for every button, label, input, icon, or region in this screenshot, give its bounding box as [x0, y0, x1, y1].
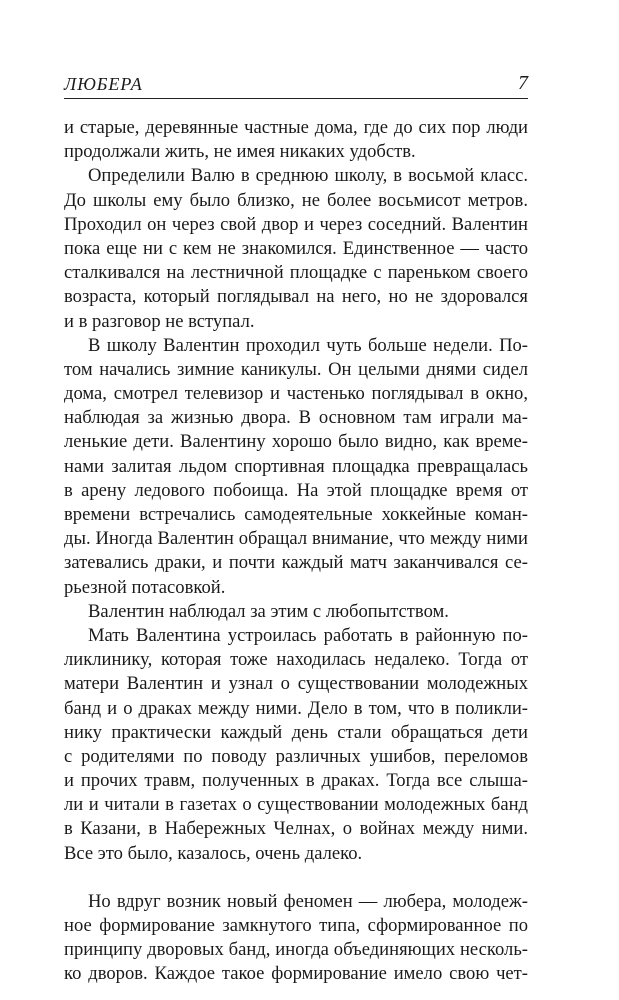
body-text [64, 116, 528, 987]
text-line: банд и о драках между ними. Дело в том, что в поликли- [64, 697, 528, 719]
text-line: Мать Валентина устроилась работать в районную по- [88, 624, 528, 646]
text-line: Все это было, казалось, очень далеко. [64, 842, 363, 864]
text-line: ленькие дети. Валентину хорошо было видно, как време- [64, 431, 528, 453]
text-line: и старые, деревянные частные дома, где до сих пор люди [64, 117, 528, 138]
text-line: принципу дворовых банд, иногда объединяющих несколь- [64, 939, 528, 961]
running-title: ЛЮБЕРА [64, 74, 143, 94]
text-line: Определили Валю в среднюю школу, в восьмой класс. [88, 165, 528, 187]
section-break [64, 866, 528, 890]
text-line: пока еще ни с кем не знакомился. Единственное — часто [64, 237, 528, 259]
text-line: ды. Иногда Валентин обращал внимание, что между ними [64, 528, 528, 550]
paragraph [64, 116, 528, 164]
text-line: и прочих травм, полученных в драках. Тогда все слыша- [64, 770, 528, 792]
paragraph [64, 600, 528, 624]
text-line: В школу Валентин проходил чуть больше недели. По- [88, 334, 528, 356]
text-line: том начались зимние каникулы. Он целыми днями сидел [64, 358, 528, 380]
text-line: ли и читали в газетах о существовании молодежных банд [64, 794, 528, 816]
paragraph [64, 164, 528, 333]
text-line: сталкивался на лестничной площадке с пареньком своего [64, 262, 528, 284]
text-line: ликлинику, которая тоже находилась недалеко. Тогда от [64, 649, 528, 671]
text-line: с родителями по поводу различных ушибов, переломов [64, 745, 528, 767]
page-number: 7 [518, 72, 528, 94]
text-line: и в разговор не вступал. [64, 310, 255, 332]
text-line: в арену ледового побоища. На этой площадке время от [64, 479, 528, 501]
paragraph [64, 334, 528, 600]
text-line: ко дворов. Каждое такое формирование имело свою чет- [64, 963, 528, 985]
text-line: возраста, который поглядывал на него, но не здоровался [64, 286, 528, 308]
text-line: в Казани, в Набережных Челнах, о войнах между ними. [64, 818, 528, 840]
text-line: времени встречались самодеятельные хоккейные коман- [64, 504, 528, 525]
text-line: нами залитая льдом спортивная площадка превращалась [64, 455, 528, 477]
text-line: матери Валентин и узнал о существовании молодежных [64, 673, 528, 695]
text-line: нику практически каждый день стали обращаться дети [64, 721, 528, 743]
text-line: рьезной потасовкой. [64, 576, 226, 598]
text-line: наблюдая за жизнью двора. В основном там играли ма- [64, 407, 528, 429]
paragraph [64, 624, 528, 866]
text-line: Но вдруг возник новый феномен — любера, молодеж- [88, 890, 528, 912]
text-line: До школы ему было близко, не более восьмисот метров. [64, 189, 528, 211]
text-line: затевались драки, и почти каждый матч заканчивался се- [64, 552, 528, 574]
text-line: дома, смотрел телевизор и частенько поглядывал в окно, [64, 383, 528, 405]
text-line: Проходил он через свой двор и через соседний. Валентин [64, 213, 528, 235]
text-line: ное формирование замкнутого типа, сформированное по [64, 915, 528, 936]
running-header [64, 72, 528, 99]
paragraph [64, 890, 528, 987]
text-line: Валентин наблюдал за этим с любопытством. [88, 600, 449, 622]
text-line: продолжали жить, не имея никаких удобств. [64, 141, 416, 163]
